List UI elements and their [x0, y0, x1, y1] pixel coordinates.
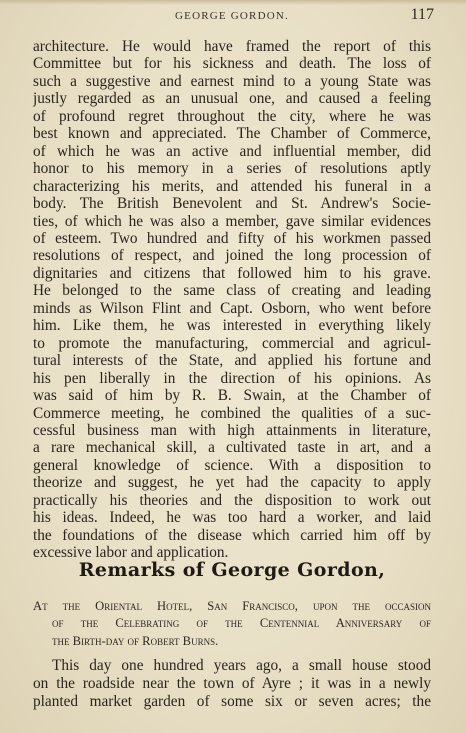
- text-line: tural interests of the State, and applied his fortune and: [33, 352, 431, 370]
- text-line: general knowledge of science. With a disposition to: [33, 456, 431, 474]
- text-line: his pen liberally in the direction of his opinions. As: [33, 369, 431, 387]
- text-line: dignitaries and citizens that followed him to his grave.: [33, 264, 431, 282]
- text-line: his ideas. Indeed, he was too hard a worker, and laid: [33, 509, 431, 527]
- text-line: him. Like them, he was interested in everything likely: [33, 317, 431, 335]
- text-line: justly regarded as an unusual one, and caused a feeling: [33, 90, 431, 108]
- text-line: of which he was an active and influential member, did: [33, 142, 431, 160]
- text-line: planted market garden of some six or seven acres; the: [33, 692, 431, 710]
- body-paragraph: [33, 38, 431, 562]
- subtitle-line: At the Oriental Hotel, San Francisco, upon the occasion: [33, 599, 431, 613]
- page-number: 117: [410, 6, 434, 23]
- page-header: [30, 6, 434, 28]
- text-line: of profound regret throughout the city, where he was: [33, 107, 431, 125]
- text-line: best known and appreciated. The Chamber of Commerce,: [33, 125, 431, 143]
- text-line: honor to his memory in a series of resolutions aptly: [33, 160, 431, 178]
- page-edge-shadow: [0, 0, 466, 5]
- text-line: such a suggestive and earnest mind to a young State was: [33, 72, 431, 90]
- text-line: Committee but for his sickness and death. The loss of: [33, 55, 431, 73]
- text-line: theorize and suggest, he yet had the capacity to apply: [33, 474, 431, 492]
- text-line: Commerce meeting, he combined the qualities of a suc-: [33, 404, 431, 422]
- section-title: Remarks of George Gordon,: [78, 559, 386, 581]
- text-line: This day one hundred years ago, a small house stood: [52, 657, 431, 674]
- text-line: architecture. He would have framed the report of this: [33, 38, 431, 55]
- text-line: cessful business man with high attainments in literature,: [33, 421, 431, 439]
- text-line: excessive labor and application.: [33, 544, 229, 562]
- text-line: was said of him by R. B. Swain, at the Chamber of: [33, 387, 431, 405]
- text-line: a rare mechanical skill, a cultivated taste in art, and a: [33, 439, 431, 457]
- subtitle-line: the Birth-day of Robert Burns.: [52, 633, 219, 648]
- text-line: the foundations of the disease which carried him off by: [33, 526, 431, 544]
- text-line: on the roadside near the town of Ayre ; it was in a newly: [33, 674, 431, 692]
- text-line: to promote the manufacturing, commercial and agricul-: [33, 334, 431, 352]
- text-line: body. The British Benevolent and St. Andrew's Socie-: [33, 195, 431, 213]
- running-head: GEORGE GORDON.: [175, 10, 289, 22]
- speech-paragraph: [33, 657, 431, 710]
- section-subtitle: [33, 598, 431, 650]
- text-line: ties, of which he was also a member, gave similar evidences: [33, 212, 431, 230]
- text-line: of esteem. Two hundred and fifty of his workmen passed: [33, 229, 431, 247]
- text-line: practically his theories and the disposition to work out: [33, 491, 431, 509]
- text-line: minds as Wilson Flint and Capt. Osborn, who went before: [33, 299, 431, 317]
- text-line: characterizing his merits, and attended his funeral in a: [33, 177, 431, 195]
- text-line: resolutions of respect, and joined the long procession of: [33, 247, 431, 265]
- text-line: He belonged to the same class of creating and leading: [33, 282, 431, 300]
- subtitle-line: of the Celebrating of the Centennial Anniversary of: [52, 616, 431, 631]
